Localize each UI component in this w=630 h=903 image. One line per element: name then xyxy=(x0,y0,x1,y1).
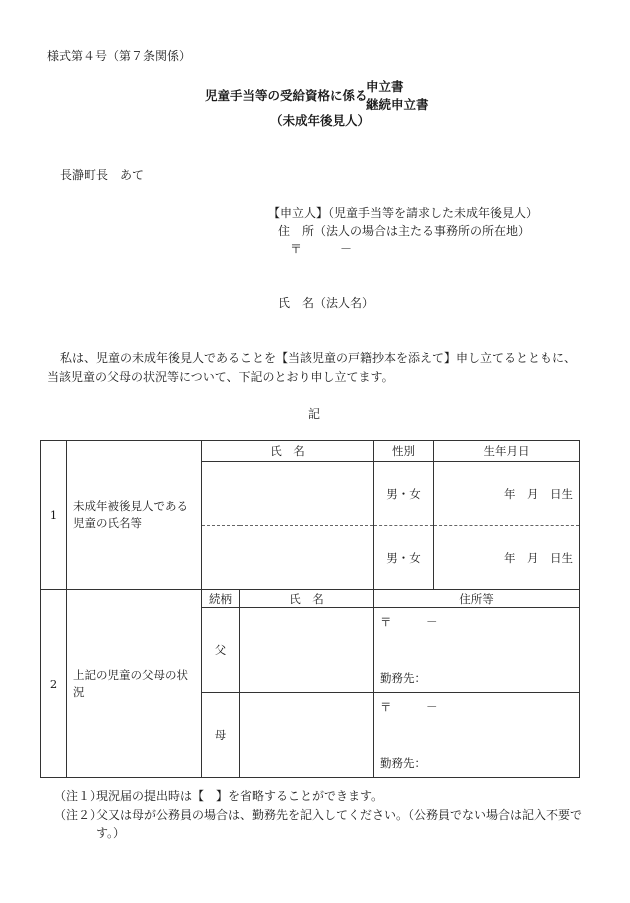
note-2-mark: （注２） xyxy=(54,808,103,822)
child-2-sex-field[interactable]: 男・女 xyxy=(374,526,434,590)
father-address-field[interactable] xyxy=(374,608,580,693)
header-parent-name: 氏 名 xyxy=(240,590,374,608)
mother-workplace-label: 勤務先： xyxy=(380,756,426,770)
child-1-birth-field[interactable]: 年 月 日生 xyxy=(434,462,580,526)
title-option-keizoku: 継続申立書 xyxy=(366,97,429,112)
postal-dash: － xyxy=(340,242,353,256)
relation-father: 父 xyxy=(202,608,240,693)
note-2-continuation: す。） xyxy=(96,826,126,840)
title-main: 児童手当等の受給資格に係る xyxy=(205,88,368,103)
note-1-mark: （注１） xyxy=(54,789,103,803)
note-2-text: 父又は母が公務員の場合は、勤務先を記入してください。（公務員でない場合は記入不要で xyxy=(96,808,583,822)
relation-mother: 母 xyxy=(202,693,240,778)
header-address: 住所等 xyxy=(374,590,580,608)
section-2-number: 2 xyxy=(41,590,67,778)
applicant-heading: 【申立人】（児童手当等を請求した未成年後見人） xyxy=(268,206,539,220)
statement-line-2: 当該児童の父母の状況等について、下記のとおり申し立てます。 xyxy=(47,370,394,384)
form-table xyxy=(40,440,580,778)
section-1-number: 1 xyxy=(41,441,67,590)
form-number: 様式第４号（第７条関係） xyxy=(47,49,192,63)
child-1-name-field[interactable] xyxy=(202,462,374,526)
addressee: 長瀞町長 あて xyxy=(60,168,145,182)
child-1-sex-field[interactable]: 男・女 xyxy=(374,462,434,526)
section-2-label: 上記の児童の父母の状況 xyxy=(67,590,202,778)
statement-line-1: 私は、児童の未成年後見人であることを【当該児童の戸籍抄本を添えて】申し立てるとともに、 xyxy=(60,351,577,365)
header-relation: 続柄 xyxy=(202,590,240,608)
child-2-name-field[interactable] xyxy=(202,526,374,590)
header-child-name: 氏 名 xyxy=(202,441,374,462)
child-2-birth-field[interactable]: 年 月 日生 xyxy=(434,526,580,590)
father-name-field[interactable] xyxy=(240,608,374,693)
mother-address-field[interactable] xyxy=(374,693,580,778)
postal-mark: 〒 xyxy=(290,242,303,256)
header-birthdate: 生年月日 xyxy=(434,441,580,462)
title-subtitle: （未成年後見人） xyxy=(270,113,371,128)
header-sex: 性別 xyxy=(374,441,434,462)
ki-heading: 記 xyxy=(308,407,321,421)
mother-name-field[interactable] xyxy=(240,693,374,778)
father-postal: 〒 － xyxy=(380,615,438,629)
note-1-text: 現況届の提出時は【 】を省略することができます。 xyxy=(96,789,384,803)
mother-postal: 〒 － xyxy=(380,700,438,714)
applicant-address-label: 住 所（法人の場合は主たる事務所の所在地） xyxy=(278,224,531,238)
applicant-name-label: 氏 名（法人名） xyxy=(278,296,375,310)
section-1-label: 未成年被後見人である児童の氏名等 xyxy=(67,441,202,590)
title-option-shinritsusho: 申立書 xyxy=(366,79,404,94)
father-workplace-label: 勤務先： xyxy=(380,671,426,685)
